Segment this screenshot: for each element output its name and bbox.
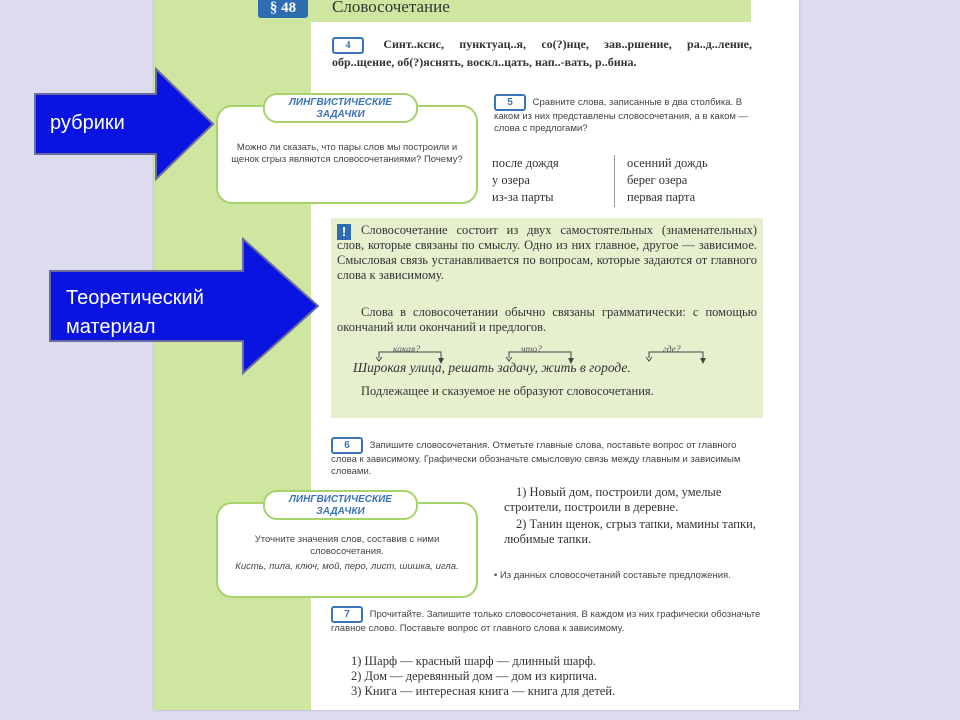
theory-paragraph-1: Словосочетание состоит из двух самостоятельных (знаменательных) слов, которые связаны по смыслу. Одно из них главное, другое — зависимое. Смысловая связь устанавливается по вопросам, которые задаются от главного слова к зависимому. xyxy=(337,223,757,282)
exercise-7-text: Прочитайте. Запишите только словосочетания. В каждом из них графически обозначьте главное слово. Поставьте вопрос от главного слова к зависимому. xyxy=(331,609,761,634)
exercise-number: 7 xyxy=(331,606,363,623)
exercise-6-note: • Из данных словосочетаний составьте предложения. xyxy=(494,570,731,581)
column-item: после дождя xyxy=(492,156,559,170)
list-item: 1) Новый дом, построили дом, умелые строители, построили в деревне. xyxy=(504,485,722,514)
theory-block xyxy=(331,218,763,418)
column-divider xyxy=(614,155,615,207)
linguistic-task-box-2 xyxy=(216,494,478,598)
list-item: 1) Шарф — красный шарф — длинный шарф. xyxy=(351,654,596,668)
exercise-4-text: Синт..ксис, пунктуац..я, со(?)нце, зав..ршение, ра..д..ление, обр..щение, об(?)яснять, воскл..цать, нап..-вать, р..бина. xyxy=(332,37,753,69)
theory-paragraph-3: Подлежащее и сказуемое не образуют словосочетания. xyxy=(361,384,654,398)
exercise-number: 6 xyxy=(331,437,363,454)
column-left xyxy=(492,155,559,206)
question-label: какая? xyxy=(393,345,421,355)
column-item: из-за парты xyxy=(492,190,554,204)
section-title: Словосочетание xyxy=(332,0,450,16)
exercise-5 xyxy=(494,94,754,135)
linguistic-task-title: ЛИНГВИСТИЧЕСКИЕ ЗАДАЧКИ xyxy=(263,93,418,123)
exercise-number: 5 xyxy=(494,94,526,111)
exclamation-icon: ! xyxy=(337,224,351,240)
exercise-6-items xyxy=(504,485,764,547)
linguistic-task-text: Можно ли сказать, что пары слов мы построили и щенок сгрыз являются словосочетаниями? Почему? xyxy=(231,142,463,165)
column-right xyxy=(627,155,708,206)
callout-label-theory-1: Теоретический xyxy=(66,287,204,309)
linguistic-task-text: Уточните значения слов, составив с ними словосочетания. xyxy=(254,534,440,557)
question-label: что? xyxy=(521,345,542,355)
callout-label-rubrics: рубрики xyxy=(50,112,125,134)
column-item: первая парта xyxy=(627,190,696,204)
exercise-4 xyxy=(332,36,752,70)
word-columns xyxy=(492,155,762,207)
linguistic-task-box-1 xyxy=(216,97,478,204)
exercise-6 xyxy=(331,437,761,478)
exercise-7-items xyxy=(351,654,761,699)
exercise-7 xyxy=(331,606,761,635)
callout-label-theory-2: материал xyxy=(66,316,156,338)
column-item: осенний дождь xyxy=(627,156,708,170)
theory-paragraph-2: Слова в словосочетании обычно связаны грамматически: с помощью окончаний или окончаний и предлогов. xyxy=(337,305,757,334)
column-item: берег озера xyxy=(627,173,688,187)
example-phrases: Широкая улица, решать задачу, жить в городе. xyxy=(353,360,631,375)
list-item: 2) Танин щенок, сгрыз тапки, мамины тапки, любимые тапки. xyxy=(504,517,756,546)
exercise-5-text: Сравните слова, записанные в два столбика. В каком из них представлены словосочетания, а в каком — слова с предлогами? xyxy=(494,97,749,134)
exercise-6-text: Запишите словосочетания. Отметьте главные слова, поставьте вопрос от главного слова к зависимому. Графически обозначьте смысловую связь между главным и зависимым словами. xyxy=(331,440,741,477)
linguistic-task-title: ЛИНГВИСТИЧЕСКИЕ ЗАДАЧКИ xyxy=(263,490,418,520)
column-item: у озера xyxy=(492,173,530,187)
linguistic-task-words: Кисть, пила, ключ, мой, перо, лист, шишка, игла. xyxy=(235,561,459,572)
question-label: где? xyxy=(663,345,681,355)
paragraph-badge: § 48 xyxy=(258,0,308,18)
list-item: 2) Дом — деревянный дом — дом из кирпича. xyxy=(351,669,598,683)
exercise-number: 4 xyxy=(332,37,364,54)
list-item: 3) Книга — интересная книга — книга для детей. xyxy=(351,684,616,698)
